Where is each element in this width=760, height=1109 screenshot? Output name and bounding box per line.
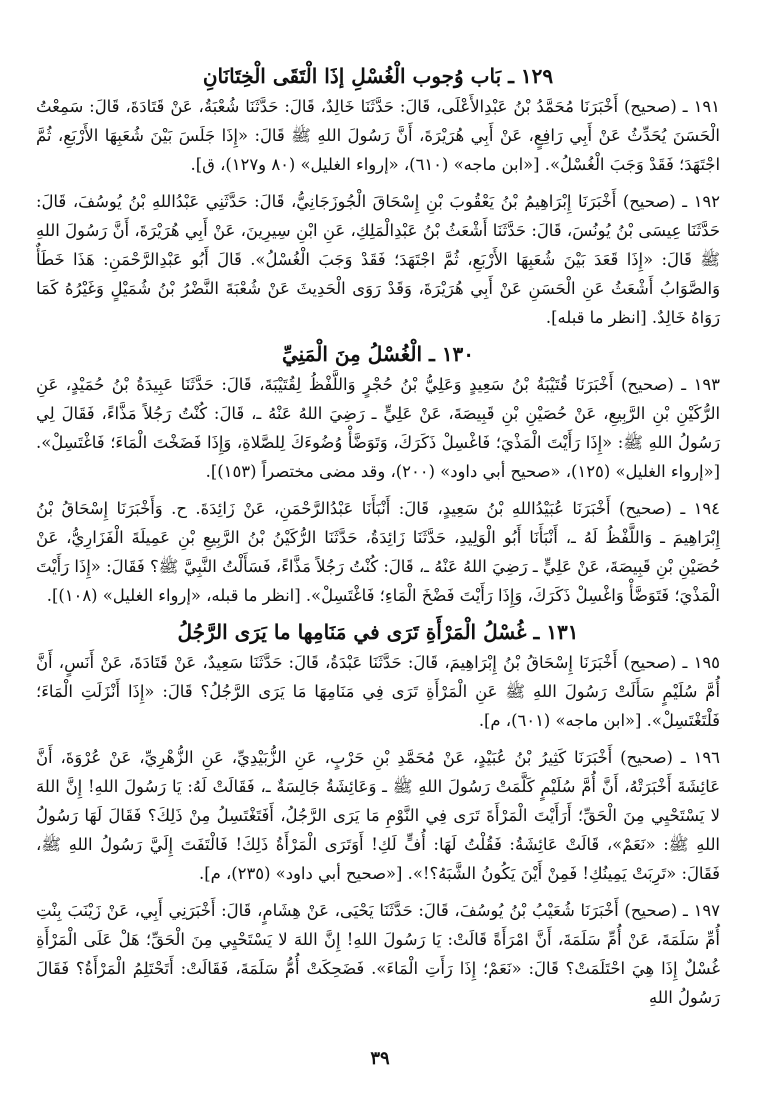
chapter-heading-130: ١٣٠ ـ الْغُسْلُ مِنَ الْمَنِيِّ [281,342,475,366]
chapter-heading-131: ١٣١ ـ غُسْلُ الْمَرْأَةِ تَرَى في مَنَامِها ما يَرَى الرَّجُلُ [177,620,579,644]
hadith-195: ١٩٥ ـ (صحيح) أَخْبَرَنَا إِسْحَاقُ بْنُ إِبْرَاهِيمَ، قَالَ: حَدَّثَنَا عَبْدَةُ، قَالَ: حَدَّثَنَا سَعِيدٌ، عَنْ قَتَادَةَ، عَنْ أَنَسٍ، أَنَّ أُمَّ سُلَيْمٍ سَأَلَتْ رَسُولَ اللهِ ﷺ عَنِ الْمَرْأَةِ تَرَى فِي مَنَامِهَا مَا يَرَى الرَّجُلُ؟ قَالَ: «إِذَا أَنْزَلَتِ الْمَاءَ؛ فَلْتَغْتَسِلْ». [«ابن ماجه» (٦٠١)، م]. [36,653,720,730]
hadith-197: ١٩٧ ـ (صحيح) أَخْبَرَنَا شُعَيْبُ بْنُ يُوسُفَ، قَالَ: حَدَّثَنَا يَحْيَى، عَنْ هِشَامٍ، قَالَ: أَخْبَرَنِي أَبِي، عَنْ زَيْنَبَ بِنْتِ أُمِّ سَلَمَةَ، عَنْ أُمِّ سَلَمَةَ، أَنَّ امْرَأَةً قَالَتْ: يَا رَسُولَ اللهِ! إِنَّ اللهَ لا يَسْتَحْيِي مِنَ الْحَقِّ؛ هَلْ عَلَى الْمَرْأَةِ غُسْلٌ إِذَا هِيَ احْتَلَمَتْ؟ قَالَ: «نَعَمْ؛ إِذَا رَأَتِ الْمَاءَ». فَضَحِكَتْ أُمُّ سَلَمَةَ، فَقَالَتْ: أَتَحْتَلِمُ الْمَرْأَةُ؟ فَقَالَ رَسُولُ اللهِ [36,901,720,1007]
hadith-193: ١٩٣ ـ (صحيح) أَخْبَرَنَا قُتَيْبَةُ بْنُ سَعِيدٍ وَعَلِيُّ بْنُ حُجْرٍ وَاللَّفْظُ لِقُتَيْبَةَ، قَالَ: حَدَّثَنَا عَبِيدَةُ بْنُ حُمَيْدٍ، عَنِ الرُّكَيْنِ بْنِ الرَّبِيعِ، عَنْ حُصَيْنِ بْنِ قَبِيصَةَ، عَنْ عَلِيٍّ ـ رَضِيَ اللهُ عَنْهُ ـ، قَالَ: كُنْتُ رَجُلاً مَذَّاءً، فَقَالَ لِي رَسُولُ اللهِ ﷺ: «إِذَا رَأَيْتَ الْمَذْيَ؛ فَاغْسِلْ ذَكَرَكَ، وَتَوَضَّأْ وُضُوءَكَ لِلصَّلاةِ، وَإِذَا فَضَخْتَ الْمَاءَ؛ فَاغْتَسِلْ». [«إرواء الغليل» (١٢٥)، «صحيح أبي داود» (٢٠٠)، وقد مضى مختصراً (١٥٣)]. [36,375,720,481]
hadith-191: ١٩١ ـ (صحيح) أَخْبَرَنَا مُحَمَّدُ بْنُ عَبْدِالأَعْلَى، قَالَ: حَدَّثَنَا خَالِدٌ، قَالَ: حَدَّثَنَا شُعْبَةُ، عَنْ قَتَادَةَ، قَالَ: سَمِعْتُ الْحَسَنَ يُحَدِّثُ عَنْ أَبِي رَافِعٍ، عَنْ أَبِي هُرَيْرَةَ، أَنَّ رَسُولَ اللهِ ﷺ قَالَ: «إِذَا جَلَسَ بَيْنَ شُعَبِهَا الأَرْبَعِ، ثُمَّ اجْتَهَدَ؛ فَقَدْ وَجَبَ الْغُسْلُ». [«ابن ماجه» (٦١٠)، «إرواء الغليل» (٨٠ و١٢٧)، ق]. [36,97,720,174]
hadith-196: ١٩٦ ـ (صحيح) أَخْبَرَنَا كَثِيرُ بْنُ عُبَيْدٍ، عَنْ مُحَمَّدِ بْنِ حَرْبٍ، عَنِ الزُّبَيْدِيِّ، عَنِ الزُّهْرِيِّ، عَنْ عُرْوَةَ، أَنَّ عَائِشَةَ أَخْبَرَتْهُ، أَنَّ أُمَّ سُلَيْمٍ كَلَّمَتْ رَسُولَ اللهِ ﷺ ـ وَعَائِشَةُ جَالِسَةٌ ـ، فَقَالَتْ لَهُ: يَا رَسُولَ اللهِ! إِنَّ اللهَ لا يَسْتَحْيِي مِنَ الْحَقِّ؛ أَرَأَيْتَ الْمَرْأَةَ تَرَى فِي النَّوْمِ مَا يَرَى الرَّجُلُ، أَفَتَغْتَسِلُ مِنْ ذَلِكَ؟ فَقَالَ لَهَا رَسُولُ اللهِ ﷺ: «نَعَمْ»، قَالَتْ عَائِشَةُ: فَقُلْتُ لَهَا: أُفٍّ لَكِ! أَوَتَرَى الْمَرْأَةُ ذَلِكَ! فَالْتَفَتَ إِلَيَّ رَسُولُ اللهِ ﷺ، فَقَالَ: «تَرِبَتْ يَمِينُكِ! فَمِنْ أَيْنَ يَكُونُ الشَّبَهُ؟!». [«صحيح أبي داود» (٢٣٥)، م]. [36,748,720,883]
hadith-192: ١٩٢ ـ (صحيح) أَخْبَرَنَا إِبْرَاهِيمُ بْنُ يَعْقُوبَ بْنِ إِسْحَاقَ الْجُوزَجَانِيُّ، قَالَ: حَدَّثَنِي عَبْدُاللهِ بْنُ يُوسُفَ، قَالَ: حَدَّثَنَا عِيسَى بْنُ يُونُسَ، قَالَ: حَدَّثَنَا أَشْعَثُ بْنُ عَبْدِالْمَلِكِ، عَنِ ابْنِ سِيرِينَ، عَنْ أَبِي هُرَيْرَةَ، أَنَّ رَسُولَ اللهِ ﷺ قَالَ: «إِذَا قَعَدَ بَيْنَ شُعَبِهَا الأَرْبَعِ، ثُمَّ اجْتَهَدَ؛ فَقَدْ وَجَبَ الْغُسْلُ». قَالَ أَبُو عَبْدِالرَّحْمَنِ: هَذَا خَطَأٌ وَالصَّوَابُ أَشْعَثُ عَنِ الْحَسَنِ عَنْ أَبِي هُرَيْرَةَ، وَقَدْ رَوَى الْحَدِيثَ عَنْ شُعْبَةَ النَّضْرُ بْنُ شُمَيْلٍ وَغَيْرُهُ كَمَا رَوَاهُ خَالِدٌ. [انظر ما قبله]. [36,192,720,327]
page-number: ٣٩ [370,1048,390,1069]
chapter-heading-129: ١٢٩ ـ بَاب وُجوب الْغُسْلِ إذَا الْتَقَى الْخِتَانَانِ [202,64,554,88]
hadith-194: ١٩٤ ـ (صحيح) أَخْبَرَنَا عُبَيْدُاللهِ بْنُ سَعِيدٍ، قَالَ: أَنْبَأَنَا عَبْدُالرَّحْمَنِ، عَنْ زَائِدَةَ. ح. وَأَخْبَرَنَا إِسْحَاقُ بْنُ إِبْرَاهِيمَ ـ وَاللَّفْظُ لَهُ ـ، أَنْبَأَنَا أَبُو الْوَلِيدِ، حَدَّثَنَا زَائِدَةُ، حَدَّثَنَا الرُّكَيْنُ بْنُ الرَّبِيعِ بْنِ عَمِيلَةَ الْفَزَارِيُّ، عَنْ حُصَيْنِ بْنِ قَبِيصَةَ، عَنْ عَلِيٍّ ـ رَضِيَ اللهُ عَنْهُ ـ، قَالَ: كُنْتُ رَجُلاً مَذَّاءً، فَسَأَلْتُ النَّبِيَّ ﷺ؟ فَقَالَ: «إِذَا رَأَيْتَ الْمَذْيَ؛ فَتَوَضَّأْ وَاغْسِلْ ذَكَرَكَ، وَإِذَا رَأَيْتَ فَضْخَ الْمَاءِ؛ فَاغْتَسِلْ». [انظر ما قبله، «إرواء الغليل» (١٠٨)]. [36,499,720,605]
